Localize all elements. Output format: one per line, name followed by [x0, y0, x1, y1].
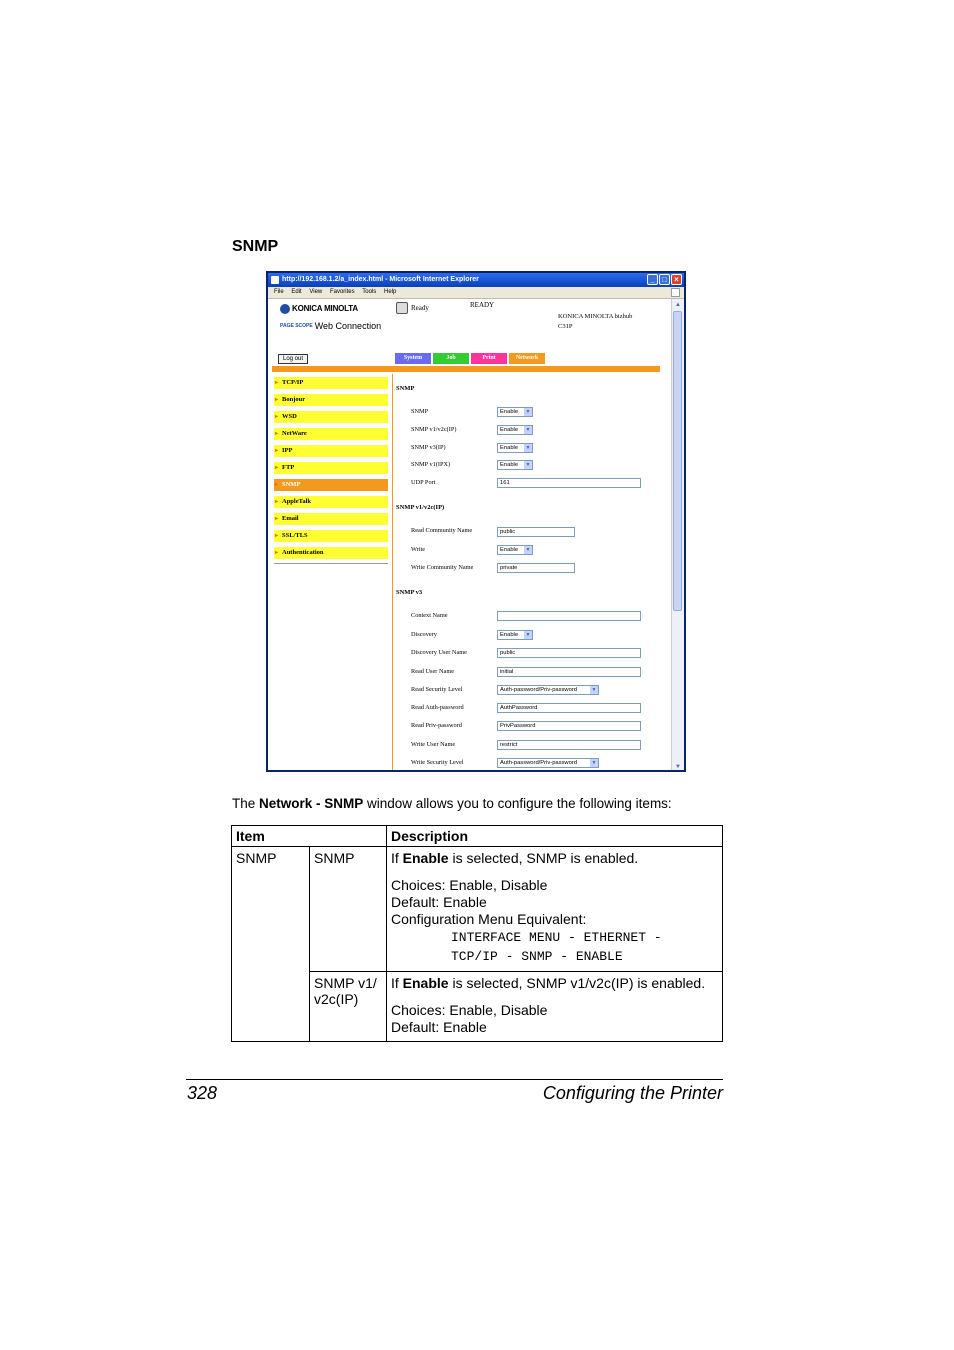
vertical-scrollbar[interactable]: [671, 299, 684, 772]
chevron-down-icon: ▼: [525, 427, 531, 433]
items-table: [231, 825, 723, 1042]
header-description: Description: [387, 826, 723, 847]
sidebar-item-snmp[interactable]: ▸ SNMP: [274, 479, 388, 491]
write-security-label: Write Security Level: [411, 759, 464, 766]
snmp-v3-label: SNMP v3(IP): [411, 444, 446, 451]
web-connection-logo: PAGE SCOPE Web Connection: [280, 321, 382, 331]
read-auth-label: Read Auth-password: [411, 704, 464, 711]
chevron-down-icon: ▼: [525, 547, 531, 553]
chevron-down-icon: ▼: [525, 632, 531, 638]
scroll-down-icon[interactable]: ▼: [675, 764, 681, 770]
table-row: [232, 847, 723, 972]
menu-favorites[interactable]: Favorites: [329, 289, 355, 295]
udp-port-label: UDP Port: [411, 479, 436, 486]
menu-help[interactable]: Help: [383, 289, 397, 295]
scroll-up-icon[interactable]: ▲: [675, 302, 681, 308]
item-group: SNMP: [232, 847, 310, 1042]
discovery-user-label: Discovery User Name: [411, 649, 467, 656]
snmp-v1ipx-label: SNMP v1(IPX): [411, 461, 451, 468]
logout-button[interactable]: Log out: [278, 354, 308, 364]
footer-rule: [186, 1079, 723, 1080]
snmp-v1v2c-label: SNMP v1/v2c(IP): [411, 426, 457, 433]
header-item: Item: [232, 826, 387, 847]
tab-print[interactable]: Print: [471, 353, 507, 364]
maximize-icon[interactable]: □: [659, 274, 670, 285]
sidebar-item-ftp[interactable]: ▸ FTP: [274, 462, 388, 474]
close-icon[interactable]: ×: [671, 274, 682, 285]
section-snmp-v3: SNMP v3: [396, 589, 423, 596]
browser-title: http://192.168.1.2/a_index.html - Microsoft Internet Explorer: [282, 276, 479, 283]
intro-text: The Network - SNMP window allows you to configure the following items:: [232, 796, 672, 811]
read-community-label: Read Community Name: [411, 527, 473, 534]
tab-job[interactable]: Job: [433, 353, 469, 364]
konica-minolta-logo: KONICA MINOLTA: [280, 304, 358, 314]
menu-tools[interactable]: Tools: [362, 289, 377, 295]
table-header-row: [232, 826, 723, 847]
sidebar-item-authentication[interactable]: ▸ Authentication: [274, 547, 388, 559]
model-name: KONICA MINOLTA bizhub C31P: [558, 313, 633, 330]
globe-icon: [280, 304, 290, 314]
read-priv-input[interactable]: PrivPassword: [497, 721, 641, 731]
tab-network[interactable]: Network: [509, 353, 545, 364]
menu-edit[interactable]: Edit: [291, 289, 302, 295]
sidebar-item-netware[interactable]: ▸ NetWare: [274, 428, 388, 440]
write-user-input[interactable]: restrict: [497, 740, 641, 750]
browser-window: [266, 271, 686, 772]
write-label: Write: [411, 546, 426, 553]
write-community-label: Write Community Name: [411, 564, 474, 571]
context-name-input[interactable]: [497, 611, 641, 621]
write-security-select[interactable]: Auth-password/Priv-password ▼: [497, 758, 599, 768]
chevron-down-icon: ▼: [525, 409, 531, 415]
sidebar-item-ssltls[interactable]: ▸ SSL/TLS: [274, 530, 388, 542]
chevron-down-icon: ▼: [525, 445, 531, 451]
write-select[interactable]: Enable ▼: [497, 545, 533, 555]
read-community-input[interactable]: public: [497, 527, 575, 537]
sidebar-item-appletalk[interactable]: ▸ AppleTalk: [274, 496, 388, 508]
status-label: Ready: [411, 304, 429, 312]
context-name-label: Context Name: [411, 612, 448, 619]
item-description: If Enable is selected, SNMP v1/v2c(IP) is enabled. Choices: Enable, Disable Default: Enable: [387, 972, 723, 1042]
browser-menubar: [268, 287, 684, 299]
sidebar-item-tcpip[interactable]: ▸ TCP/IP: [274, 377, 388, 389]
minimize-icon[interactable]: _: [647, 274, 658, 285]
discovery-user-input[interactable]: public: [497, 648, 641, 658]
printer-status-icon: [396, 302, 408, 314]
udp-port-input[interactable]: 161: [497, 478, 641, 488]
sidebar-divider: [274, 563, 388, 564]
sidebar-item-bonjour[interactable]: ▸ Bonjour: [274, 394, 388, 406]
content-divider: [392, 374, 393, 770]
chevron-down-icon: ▼: [525, 462, 531, 468]
section-heading: SNMP: [232, 238, 279, 255]
section-snmp-v1v2c: SNMP v1/v2c(IP): [396, 504, 445, 511]
write-user-label: Write User Name: [411, 741, 456, 748]
read-user-label: Read User Name: [411, 668, 455, 675]
read-security-select[interactable]: Auth-password/Priv-password ▼: [497, 685, 599, 695]
snmp-v1ipx-select[interactable]: Enable ▼: [497, 460, 533, 470]
pagescope-icon: PAGE SCOPE: [280, 323, 313, 330]
chapter-title: Configuring the Printer: [542, 1083, 723, 1103]
tab-system[interactable]: System: [395, 353, 431, 364]
windows-logo-icon: [671, 288, 680, 297]
section-snmp: SNMP: [396, 385, 415, 392]
snmp-label: SNMP: [411, 408, 429, 415]
snmp-select[interactable]: Enable ▼: [497, 407, 533, 417]
page-number: 328: [187, 1083, 218, 1103]
sidebar-item-wsd[interactable]: ▸ WSD: [274, 411, 388, 423]
write-community-input[interactable]: private: [497, 563, 575, 573]
snmp-v3-select[interactable]: Enable ▼: [497, 443, 533, 453]
menu-file[interactable]: File: [274, 289, 284, 295]
item-subitem: SNMP: [310, 847, 387, 972]
read-security-label: Read Security Level: [411, 686, 463, 693]
scrollbar-thumb[interactable]: [673, 311, 682, 611]
status-display: READY: [470, 301, 495, 309]
chevron-down-icon: ▼: [591, 687, 597, 693]
read-user-input[interactable]: initial: [497, 667, 641, 677]
read-priv-label: Read Priv-password: [411, 722, 462, 729]
discovery-label: Discovery: [411, 631, 437, 638]
item-subitem: SNMP v1/ v2c(IP): [310, 972, 387, 1042]
web-page: [268, 299, 670, 770]
browser-titlebar: [268, 273, 684, 287]
header-bar: [272, 366, 660, 372]
read-auth-input[interactable]: AuthPassword: [497, 703, 641, 713]
menu-view[interactable]: View: [309, 289, 323, 295]
sidebar-item-email[interactable]: ▸ Email: [274, 513, 388, 525]
item-description: If Enable is selected, SNMP is enabled. Choices: Enable, Disable Default: Enable Configuration Menu Equivalent: INTERFACE MENU - ETHERNET - TCP/IP - SNMP - ENABLE: [387, 847, 723, 972]
snmp-v1v2c-select[interactable]: Enable ▼: [497, 425, 533, 435]
ie-icon: [271, 276, 279, 284]
discovery-select[interactable]: Enable ▼: [497, 630, 533, 640]
sidebar-item-ipp[interactable]: ▸ IPP: [274, 445, 388, 457]
chevron-down-icon: ▼: [591, 760, 597, 766]
